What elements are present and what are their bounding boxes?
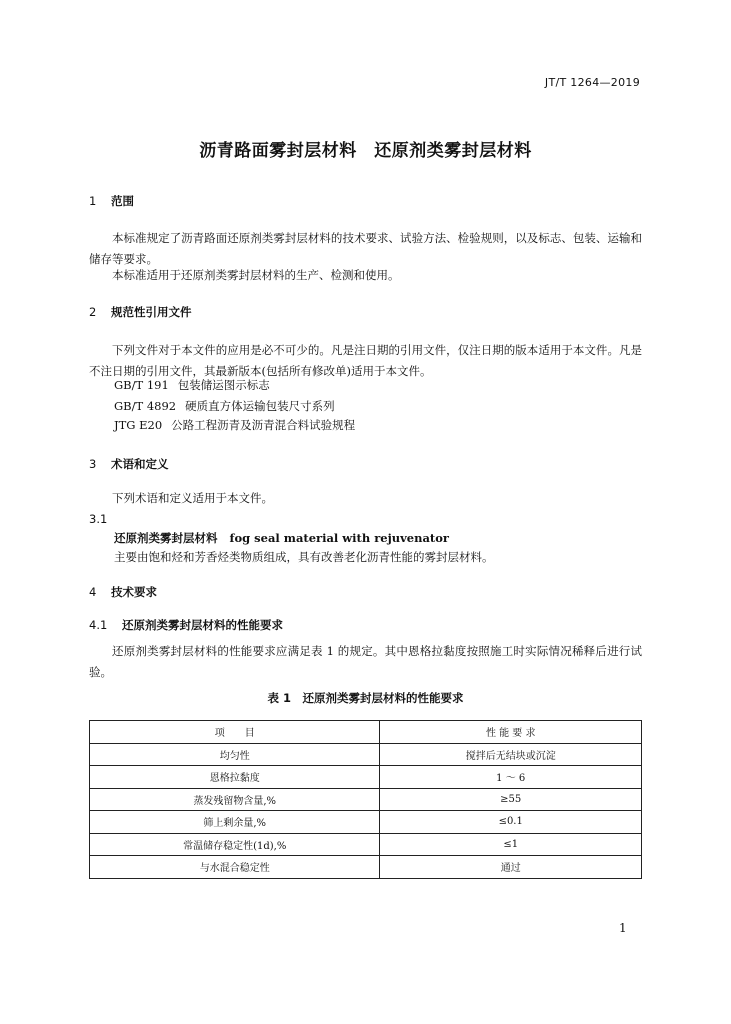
term-chinese: 还原剂类雾封层材料: [114, 531, 218, 545]
table-cell: 均匀性: [90, 743, 380, 766]
reference-code: GB/T 4892: [114, 399, 177, 413]
document-title: 沥青路面雾封层材料 还原剂类雾封层材料: [199, 141, 532, 161]
section-title: 技术要求: [111, 585, 157, 599]
table-cell: 蒸发残留物含量,%: [90, 788, 380, 811]
table-cell: 1 ～ 6: [380, 766, 642, 789]
reference-item: [114, 417, 355, 433]
section-number: 2: [89, 305, 97, 319]
section-3-paragraph: 下列术语和定义适用于本文件。: [112, 491, 273, 505]
section-2-paragraph: 下列文件对于本文件的应用是必不可少的。凡是注日期的引用文件，仅注日期的版本适用于本文件。凡是不注日期的引用文件，其最新版本(包括所有修改单)适用于本文件。: [89, 343, 642, 378]
reference-name: 硬质直方体运输包装尺寸系列: [185, 399, 335, 413]
term-english: fog seal material with rejuvenator: [229, 531, 449, 545]
term-entry: [114, 530, 449, 546]
table-cell: ≥55: [380, 788, 642, 811]
section-title: 术语和定义: [111, 457, 169, 471]
standard-code: JT/T 1264—2019: [544, 76, 640, 89]
table-cell: 恩格拉黏度: [90, 766, 380, 789]
subsection-4-1-heading: [89, 617, 283, 633]
reference-code: JTG E20: [114, 418, 163, 432]
section-4-heading: [89, 584, 157, 600]
table-row: [90, 833, 642, 856]
reference-name: 包装储运图示标志: [177, 378, 270, 392]
section-2-heading: [89, 304, 192, 320]
table-header-row: [90, 721, 642, 744]
section-3-heading: [89, 456, 169, 472]
table-caption: 表 1 还原剂类雾封层材料的性能要求: [267, 691, 464, 705]
section-1-heading: [89, 193, 134, 209]
section-1-paragraph-1: 本标准规定了沥青路面还原剂类雾封层材料的技术要求、试验方法、检验规则，以及标志、包装、运输和储存等要求。: [89, 231, 642, 266]
section-4-paragraph: 还原剂类雾封层材料的性能要求应满足表 1 的规定。其中恩格拉黏度按照施工时实际情况稀释后进行试验。: [89, 644, 642, 679]
section-number: 4: [89, 585, 97, 599]
table-cell: ≤1: [380, 833, 642, 856]
table-row: [90, 856, 642, 879]
section-title: 范围: [111, 194, 134, 208]
table-cell: 通过: [380, 856, 642, 879]
table-cell: ≤0.1: [380, 811, 642, 834]
section-number: 3: [89, 457, 97, 471]
table-cell: 搅拌后无结块或沉淀: [380, 743, 642, 766]
section-number: 1: [89, 194, 97, 208]
table-row: [90, 766, 642, 789]
reference-item: [114, 398, 335, 414]
section-1-paragraph-2: 本标准适用于还原剂类雾封层材料的生产、检测和使用。: [112, 268, 400, 282]
table-cell: 筛上剩余量,%: [90, 811, 380, 834]
subsection-number: 4.1: [89, 618, 108, 632]
reference-name: 公路工程沥青及沥青混合料试验规程: [171, 418, 356, 432]
table-header-cell: 性 能 要 求: [380, 721, 642, 744]
section-title: 规范性引用文件: [111, 305, 192, 319]
table-row: [90, 811, 642, 834]
reference-item: [114, 377, 270, 393]
page-number: 1: [619, 921, 627, 935]
term-number: 3.1: [89, 512, 108, 526]
performance-table: [89, 720, 642, 879]
subsection-title: 还原剂类雾封层材料的性能要求: [122, 618, 283, 632]
table-row: [90, 788, 642, 811]
reference-code: GB/T 191: [114, 378, 169, 392]
term-definition: 主要由饱和烃和芳香烃类物质组成，具有改善老化沥青性能的雾封层材料。: [114, 550, 494, 564]
table-row: [90, 743, 642, 766]
table-cell: 常温储存稳定性(1d),%: [90, 833, 380, 856]
table-cell: 与水混合稳定性: [90, 856, 380, 879]
table-header-cell: 项 目: [90, 721, 380, 744]
